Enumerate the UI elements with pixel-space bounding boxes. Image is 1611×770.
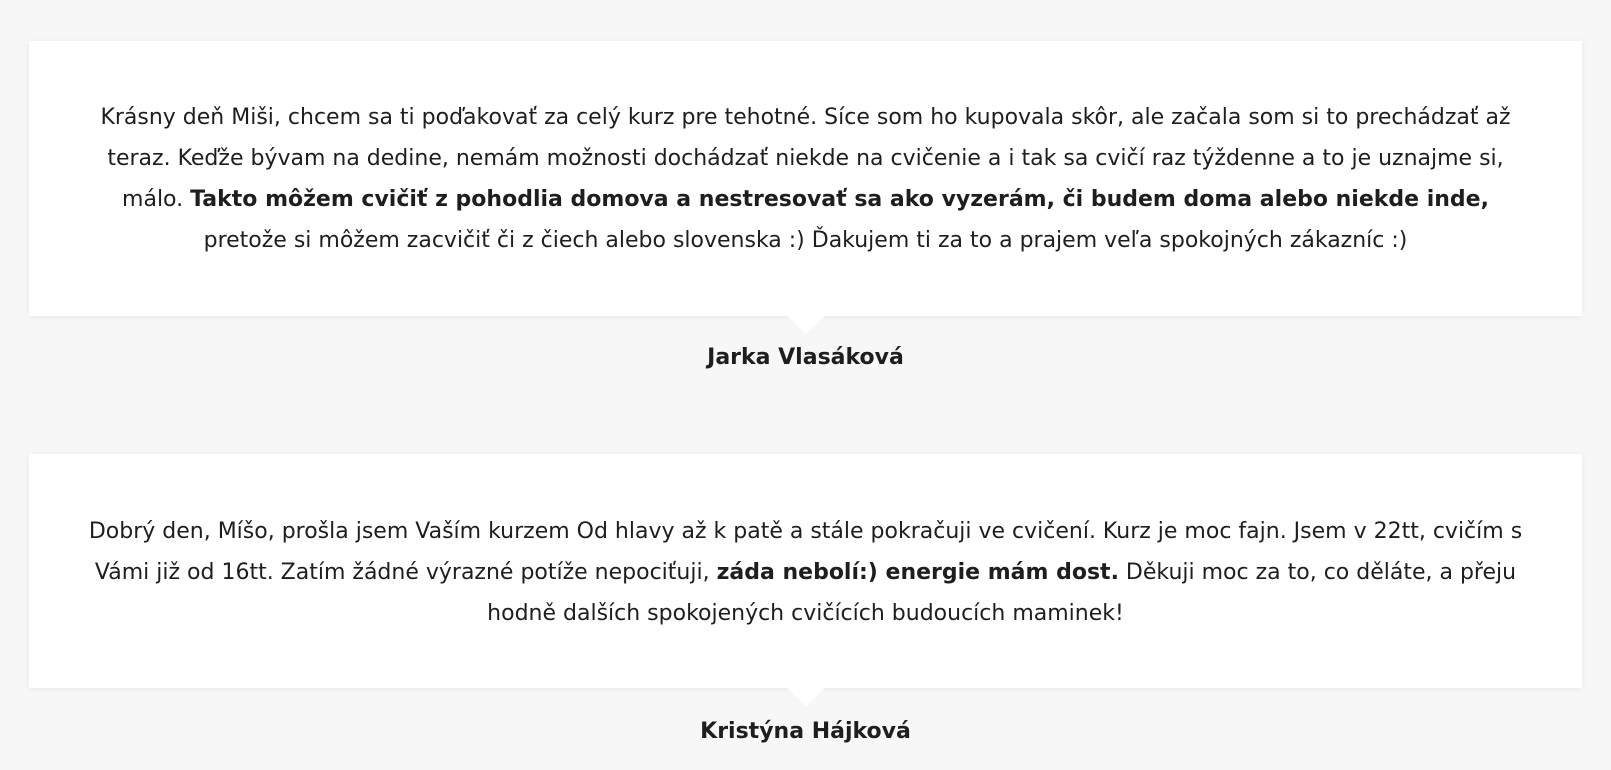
testimonial-text — [87, 97, 1524, 261]
testimonial-text-highlight: Takto môžem cvičiť z pohodlia domova a nestresovať sa ako vyzerám, či budem doma alebo niekde inde, — [190, 187, 1489, 212]
speech-bubble-pointer — [787, 316, 825, 334]
testimonial-author: Kristýna Hájková — [700, 719, 911, 744]
speech-bubble-pointer — [787, 688, 825, 706]
testimonial-text-regular: Děkuji moc za to, co děláte, a přeju hodně dalších spokojených cvičících budoucích maminek! — [487, 560, 1517, 626]
testimonial-text-regular: Dobrý den, Míšo, prošla jsem Vaším kurzem Od hlavy až k patě a stále pokračuji ve cvičení. Kurz je moc fajn. Jsem v 22tt, cvičím s Vámi již od 16tt. Zatím žádné výrazné potíže nepociťuji, — [88, 519, 1523, 585]
testimonial-card — [29, 454, 1582, 688]
testimonial-text-regular: pretože si môžem zacvičiť či z čiech alebo slovenska :) Ďakujem ti za to a prajem veľa spokojných zákazníc :) — [203, 228, 1408, 253]
testimonial-text-regular: Krásny deň Miši, chcem sa ti poďakovať za celý kurz pre tehotné. Síce som ho kupovala skôr, ale začala som si to prechádzať až teraz. Keďže bývam na dedine, nemám možnosti dochádzať niekde na cvičenie a i tak sa cvičí raz týždenne a to je uznajme si, málo. — [100, 105, 1511, 212]
testimonial-text-highlight: záda nebolí:) energie mám dost. — [716, 560, 1119, 585]
testimonial — [29, 41, 1582, 373]
testimonial-card — [29, 41, 1582, 316]
testimonial — [29, 454, 1582, 747]
testimonial-text — [87, 511, 1524, 634]
testimonial-author: Jarka Vlasáková — [707, 345, 904, 370]
